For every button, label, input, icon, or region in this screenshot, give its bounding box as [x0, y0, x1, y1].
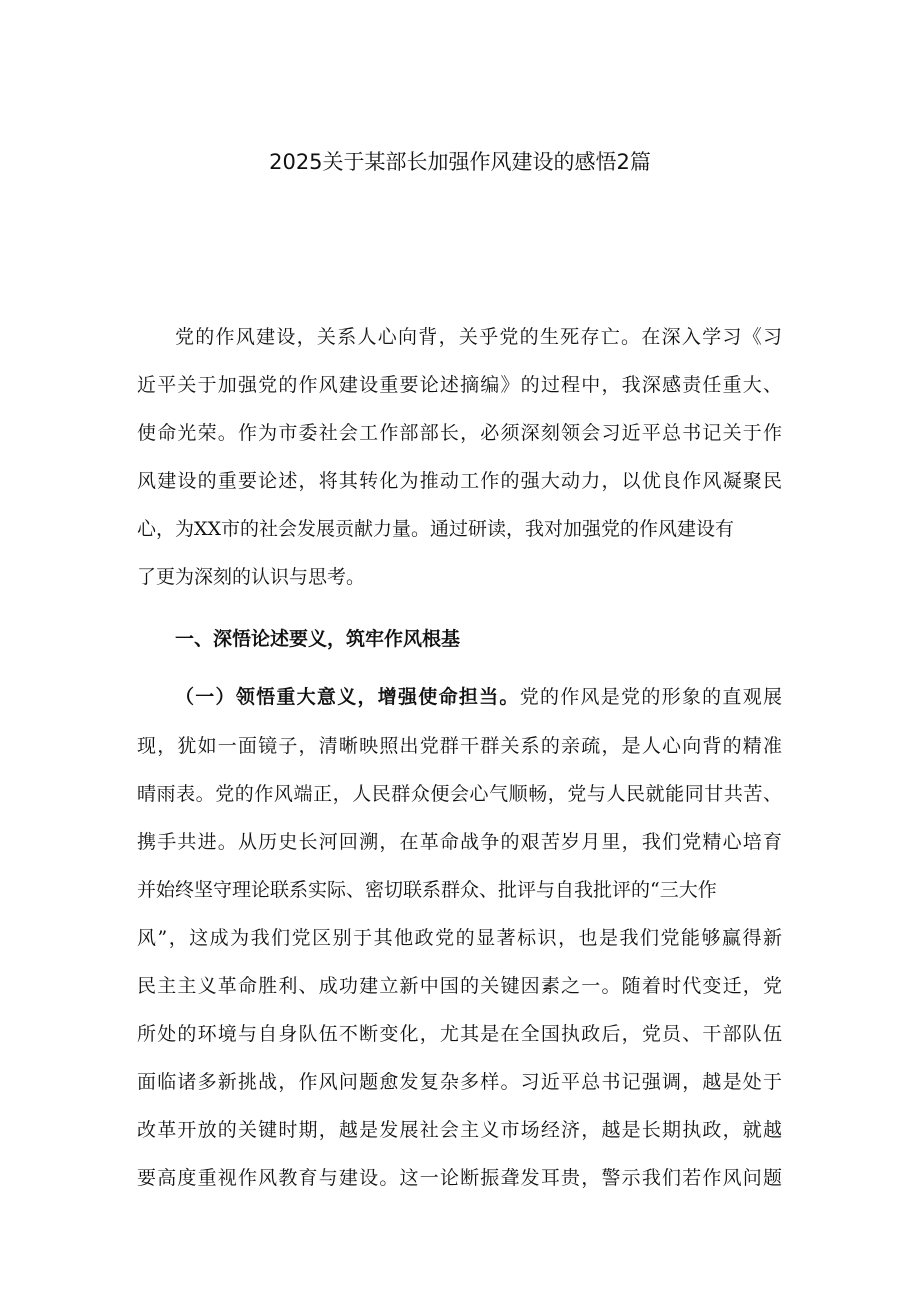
body-line-3: 携手共进。从历史长河回溯，在革命战争的艰苦岁月里，我们党精心培育 — [137, 831, 782, 853]
body-line-5: 风”，这成为我们党区别于其他政党的显著标识，也是我们党能够赢得新 — [137, 927, 782, 949]
intro-line-6: 了更为深刻的认识与思考。 — [137, 566, 366, 588]
body-line-8: 面临诸多新挑战，作风问题愈发复杂多样。习近平总书记强调，越是处于 — [137, 1071, 782, 1093]
body-line-1: 现，犹如一面镜子，清晰映照出党群干群关系的亲疏，是人心向背的精准 — [137, 735, 782, 757]
subsection-1-first-line — [175, 682, 782, 712]
intro-line-1: 党的作风建设，关系人心向背，关乎党的生死存亡。在深入学习《习 — [175, 326, 782, 348]
body-line-7: 所处的环境与自身队伍不断变化，尤其是在全国执政后，党员、干部队伍 — [137, 1023, 782, 1045]
intro-line-2: 近平关于加强党的作风建设重要论述摘编》的过程中，我深感责任重大、 — [137, 374, 782, 396]
body-line-6: 民主主义革命胜利、成功建立新中国的关键因素之一。随着时代变迁，党 — [137, 975, 782, 997]
section-heading-1: 一、深悟论述要义，筑牢作风根基 — [175, 628, 461, 650]
subsection-1-lead: （一）领悟重大意义，增强使命担当。 — [175, 686, 520, 708]
subsection-1-lead-rest: 党的作风是党的形象的直观展 — [519, 686, 782, 708]
document-title: 2025关于某部长加强作风建设的感悟2篇 — [269, 150, 651, 174]
intro-line-3: 使命光荣。作为市委社会工作部部长，必须深刻领会习近平总书记关于作 — [137, 422, 782, 444]
intro-line-5: 心，为XX市的社会发展贡献力量。通过研读，我对加强党的作风建设有 — [137, 518, 735, 540]
body-line-2: 晴雨表。党的作风端正，人民群众便会心气顺畅，党与人民就能同甘共苦、 — [137, 783, 782, 805]
body-line-9: 改革开放的关键时期，越是发展社会主义市场经济，越是长期执政，就越 — [137, 1119, 782, 1141]
intro-line-4: 风建设的重要论述，将其转化为推动工作的强大动力，以优良作风凝聚民 — [137, 470, 782, 492]
body-line-10: 要高度重视作风教育与建设。这一论断振聋发耳贵，警示我们若作风问题 — [137, 1167, 782, 1189]
body-line-4: 并始终坚守理论联系实际、密切联系群众、批评与自我批评的“三大作 — [137, 879, 717, 901]
